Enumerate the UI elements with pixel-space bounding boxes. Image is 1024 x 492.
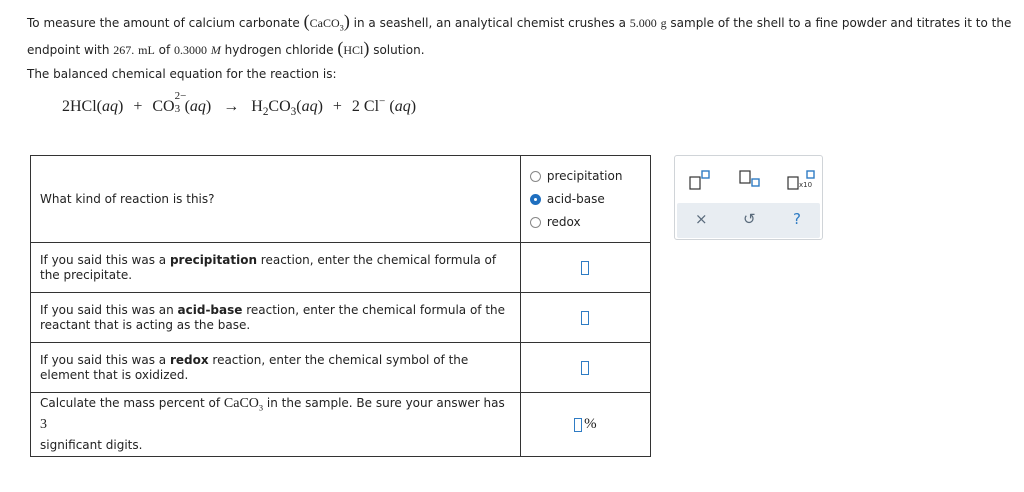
question-table bbox=[30, 155, 651, 457]
question-oxidized: If you said this was a redox reaction, enter the chemical symbol of the element that is oxidized. bbox=[31, 343, 521, 393]
base-input[interactable] bbox=[581, 311, 589, 325]
reaction-kind-options bbox=[520, 156, 650, 243]
help-icon[interactable]: ? bbox=[793, 210, 801, 228]
superscript-icon[interactable] bbox=[689, 170, 713, 190]
option-label: acid-base bbox=[546, 191, 605, 206]
oxidized-input[interactable] bbox=[581, 361, 589, 375]
radio-acid-base[interactable] bbox=[530, 194, 541, 205]
option-precipitation[interactable] bbox=[530, 165, 641, 188]
subscript-icon[interactable] bbox=[739, 170, 763, 190]
undo-icon[interactable]: ↺ bbox=[743, 210, 756, 228]
option-label: precipitation bbox=[546, 168, 623, 183]
problem-statement: To measure the amount of calcium carbonate (CaCO$_3$) in a seashell, an analytical chemist crushes a 5.000 g sample of the shell to a fine powder and titrates it to the endpoint with 267. mL of 0.3000 M hydrogen chloride (HCl) solution. bbox=[27, 11, 1012, 58]
option-redox[interactable] bbox=[530, 211, 641, 234]
option-acid-base[interactable] bbox=[530, 188, 641, 211]
equation-label: The balanced chemical equation for the reaction is: bbox=[27, 67, 337, 81]
balanced-equation: 2HCl(aq) + CO 2− 3 $(aq) \to H_2CO_3(aq) + 2$ Cl− (aq) bbox=[62, 90, 417, 119]
question-reaction-kind: What kind of reaction is this? bbox=[31, 156, 521, 243]
option-label: redox bbox=[546, 214, 581, 229]
question-mass-percent: Calculate the mass percent of CaCO$_3$ in the sample. Be sure your answer has 3 significant digits. bbox=[31, 393, 521, 457]
scientific-notation-icon[interactable] bbox=[787, 170, 815, 190]
radio-precipitation[interactable] bbox=[530, 171, 541, 182]
clear-icon[interactable]: × bbox=[695, 210, 708, 228]
question-precipitate: If you said this was a precipitation reaction, enter the chemical formula of the precipitate. bbox=[31, 243, 521, 293]
percent-unit: % bbox=[584, 416, 597, 432]
radio-redox[interactable] bbox=[530, 217, 541, 228]
reaction-arrow: → bbox=[223, 98, 240, 115]
svg-text:x10: x10 bbox=[799, 181, 813, 189]
answer-toolbox bbox=[674, 155, 823, 240]
mass-percent-input[interactable] bbox=[574, 418, 582, 432]
precipitate-input[interactable] bbox=[581, 261, 589, 275]
question-base: If you said this was an acid-base reaction, enter the chemical formula of the reactant that is acting as the base. bbox=[31, 293, 521, 343]
